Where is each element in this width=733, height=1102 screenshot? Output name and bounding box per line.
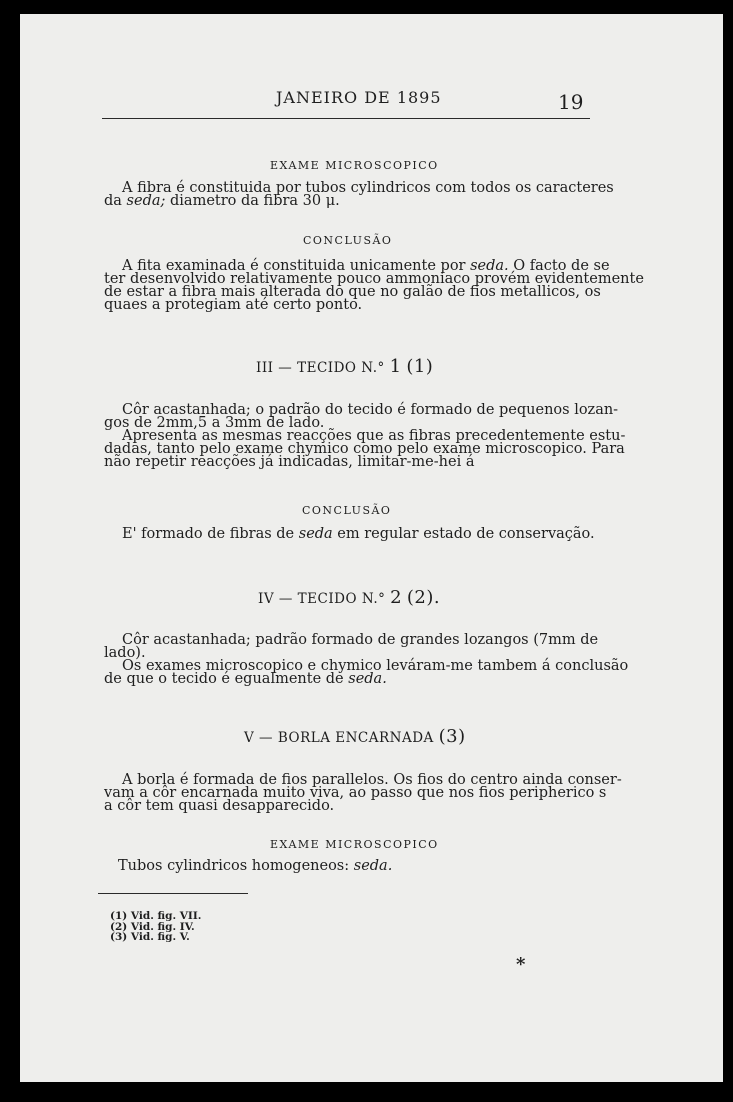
text-line: Côr acastanhada; o padrão do tecido é formado de pequenos lozan- <box>122 402 619 418</box>
paragraph-tubos <box>104 860 574 873</box>
text-line: A fita examinada é constituida unicamente por seda. O facto de se <box>122 258 610 274</box>
text-line: não repetir reacções já indicadas, limitar-me-hei á <box>104 454 475 470</box>
text-line: ter desenvolvido relativamente pouco ammoniaco provém evidentemente <box>104 271 644 287</box>
footnote: (3) Vid. fig. V. <box>110 931 190 943</box>
paragraph-conclusao-tecido-1 <box>104 526 595 542</box>
section-heading-v: V — BORLA ENCARNADA (3) <box>244 726 466 747</box>
paragraph-fibra <box>104 180 614 209</box>
paragraph-borla <box>104 772 622 814</box>
text-line: gos de 2mm,5 a 3mm de lado. <box>104 415 325 431</box>
text-line: A borla é formada de fios parallelos. Os fios do centro ainda conser- <box>122 772 622 788</box>
asterisk-ornament: * <box>516 954 526 975</box>
section-heading-iii: III — TECIDO N.° 1 (1) <box>256 356 434 377</box>
text-line: Os exames microscopico e chymico leváram-me tambem á conclusão <box>122 658 629 674</box>
paragraph-fita <box>104 258 644 313</box>
footnote: (1) Vid. fig. VII. <box>110 910 202 922</box>
running-title: JANEIRO DE 1895 <box>276 88 442 107</box>
text-line: vam a côr encarnada muito viva, ao passo que nos fios peripherico s <box>104 785 607 801</box>
paragraph-tecido-2 <box>104 632 629 687</box>
text-line: A fibra é constituida por tubos cylindricos com todos os caracteres <box>122 180 614 196</box>
header-rule <box>102 118 590 119</box>
text-line: Côr acastanhada; padrão formado de grandes lozangos (7mm de <box>122 632 599 648</box>
text-line: de que o tecido é egualmente de seda. <box>104 671 387 687</box>
conclusion-heading-1: CONCLUSÃO <box>303 234 393 247</box>
paragraph-tecido-1 <box>104 402 626 470</box>
text-line: quaes a protegiam até certo ponto. <box>104 297 363 313</box>
text-line: da seda; diametro da fibra 30 μ. <box>104 193 340 209</box>
document-page <box>20 14 723 1082</box>
conclusion-heading-2: CONCLUSÃO <box>302 504 392 517</box>
text-line: Tubos cylindricos homogeneos: seda. <box>118 858 393 874</box>
text-line: a côr tem quasi desapparecido. <box>104 798 335 814</box>
subheading-exame-microscopico: EXAME MICROSCOPICO <box>270 159 439 172</box>
subheading-exame-microscopico-2: EXAME MICROSCOPICO <box>270 838 439 851</box>
page-number: 19 <box>558 90 584 114</box>
text-line: lado). <box>104 645 146 661</box>
text-line: Apresenta as mesmas reacções que as fibras precedentemente estu- <box>122 428 626 444</box>
text-line: de estar a fibra mais alterada do que no galão de fios metallicos, os <box>104 284 601 300</box>
text-line: dadas, tanto pelo exame chymico como pelo exame microscopico. Para <box>104 441 625 457</box>
page-header <box>20 14 723 114</box>
text-line: E' formado de fibras de seda em regular estado de conservação. <box>122 526 595 542</box>
footnote: (2) Vid. fig. IV. <box>110 920 195 933</box>
footnotes <box>110 911 201 943</box>
footnote-rule <box>98 893 248 894</box>
section-heading-iv: IV — TECIDO N.° 2 (2). <box>258 587 441 608</box>
